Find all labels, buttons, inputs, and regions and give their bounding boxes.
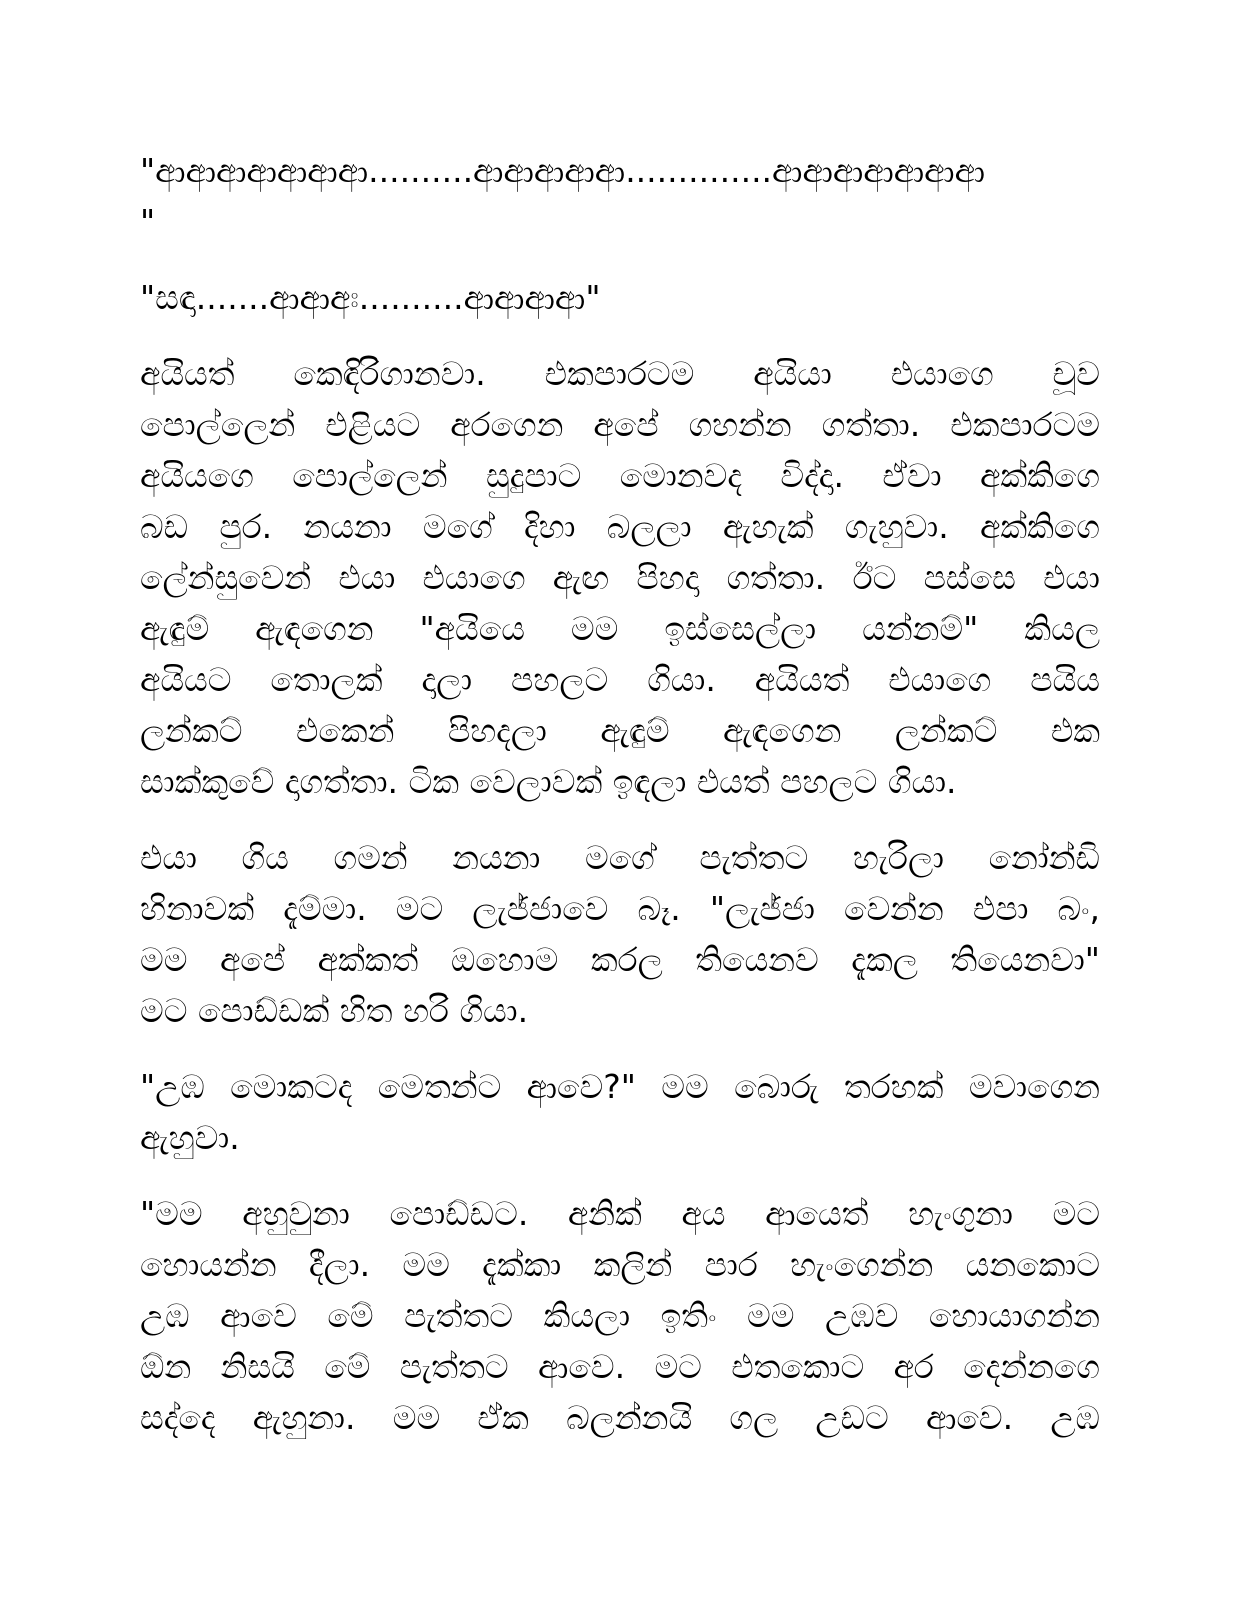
text-line: ලන්කට් එකෙන් පිහදලා ඇඳුම් ඇඳගෙන ලන්කට් එක: [140, 711, 1100, 750]
paragraph: [140, 1061, 1100, 1163]
paragraph: [140, 145, 1100, 247]
text-line: ලේන්සුවෙන් එයා එයාගෙ ඇඟ පිහදා ගත්තා. ඊට පස්සෙ එයා: [140, 558, 1100, 597]
text-line: සාක්කුවේ දාගත්තා. ටික වෙලාවක් ඉඳලා එයත් පහලට ගියා.: [140, 762, 957, 801]
text-line: මම අපේ අක්කත් ඔහොම කරල තියෙනව දැකල තියෙනවා": [140, 940, 1100, 979]
text-line: "උඹ මොකටද මෙතන්ට ආවෙ?" මම බොරු තරහක් මවාගෙන: [140, 1067, 1100, 1106]
paragraph: [140, 832, 1100, 1036]
text-line: සද්දෙ ඇහුනා. මම ඒක බලන්නයි ගල උඩට ආවෙ. උඹ: [140, 1398, 1100, 1437]
paragraph: [140, 348, 1100, 807]
text-line: පොල්ලෙන් එළියට අරගෙන අපේ ගහන්න ගත්තා. එකපාරටම: [140, 405, 1100, 444]
paragraph: [140, 272, 1100, 323]
text-block: [140, 145, 1100, 1443]
text-line: "මම අහුවුනා පොඩ්ඩට. අනික් අය ආයෙත් හැංගුනා මට: [140, 1194, 1100, 1233]
text-line: ඇඳුම් ඇඳගෙන "අයියෙ මම ඉස්සෙල්ලා යන්නම්" කියල: [140, 609, 1100, 648]
text-line: අයියට තොලක් දාලා පහලට ගියා. අයියත් එයාගෙ පයිය: [140, 660, 1100, 699]
text-line: හිනාවක් දැම්මා. මට ලැජ්ජාවෙ බෑ. "ලැජ්ජා වෙන්න එපා බං,: [140, 889, 1100, 928]
text-line: ": [140, 202, 156, 241]
text-line: බඩ පුර. නයනා මගේ දිහා බලලා ඇහැක් ගැහුවා. අක්කිගෙ: [140, 507, 1100, 546]
paragraph: [140, 1188, 1100, 1443]
text-line: ඕන නිසයි මේ පැත්තට ආවෙ. මට එතකොට අර දෙන්නගෙ: [140, 1347, 1100, 1386]
text-line: උඹ ආවෙ මේ පැත්තට කියලා ඉතිං මම උඹව හොයාගන්න: [140, 1296, 1100, 1335]
text-line: අයියගෙ පොල්ලෙන් සුදුපාට මොනවද විද්දා. ඒවා අක්කිගෙ: [140, 456, 1100, 495]
text-line: එයා ගිය ගමන් නයනා මගේ පැත්තට හැරිලා නෝන්ඩි: [140, 838, 1100, 877]
text-line: "ආආආආආආආ..........ආආආආආ..............ආආආආආආආ: [140, 151, 986, 190]
text-line: "සඳා.......ආආඅඃ..........ආආආආ": [140, 278, 601, 317]
text-line: මට පොඩ්ඩක් හිත හරි ගියා.: [140, 991, 529, 1030]
text-line: අයියත් කෙඳිරිගානවා. එකපාරටම අයියා එයාගෙ චූව: [140, 354, 1100, 393]
text-line: හොයන්න දීලා. මම දැක්කා කලින් පාර හැංගෙන්න යනකොට: [140, 1245, 1100, 1284]
text-line: ඇහුවා.: [140, 1118, 240, 1157]
